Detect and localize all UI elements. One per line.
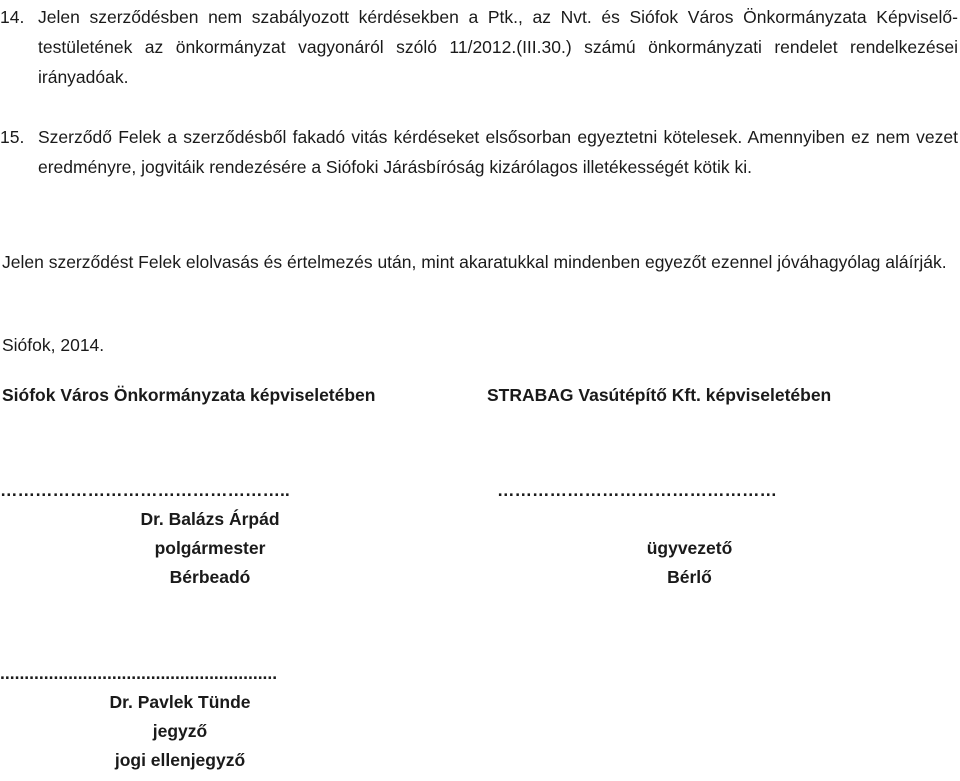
lessee-role: Bérlő [667, 567, 712, 587]
lessee-signature-block [497, 476, 882, 592]
section-14-number: 14. [0, 7, 25, 27]
notary-role: jogi ellenjegyző [114, 750, 246, 770]
lessor-role: Bérbeadó [169, 567, 251, 587]
lessor-signature-block [0, 476, 420, 592]
notary-signature-line: ......................................................... [0, 663, 278, 683]
notary-signature-block [0, 659, 360, 775]
section-15-number: 15. [0, 127, 25, 147]
lessee-signatory-title: ügyvezető [646, 538, 733, 558]
section-15-paragraph [0, 122, 958, 182]
lessor-signatory-title: polgármester [154, 538, 266, 558]
section-14-text: Jelen szerződésben nem szabályozott kérdésekben a Ptk., az Nvt. és Siófok Város Önkormányzata Képviselő-testületének az önkormányzat vagyonáról szóló 11/2012.(III.30.) számú önkormányzati rendelet rendelkezései irányadóak. [38, 7, 958, 87]
lessee-signature-line: ………………………………………… [497, 480, 777, 500]
lessor-signature-line: ………………………………………….. [0, 480, 290, 500]
lessor-signatory-name: Dr. Balázs Árpád [140, 509, 280, 529]
lessee-signatory-name [497, 505, 882, 534]
place-and-date: Siófok, 2014. [2, 335, 105, 355]
lessor-party-heading: Siófok Város Önkormányzata képviseletében [2, 385, 376, 405]
lessee-party-heading: STRABAG Vasútépítő Kft. képviseletében [487, 385, 832, 405]
section-14-paragraph [0, 2, 958, 92]
notary-signatory-name: Dr. Pavlek Tünde [109, 692, 251, 712]
closing-paragraph: Jelen szerződést Felek elolvasás és értelmezés után, mint akaratukkal mindenben egyezőt ezennel jóváhagyólag aláírják. [2, 252, 947, 272]
section-15-text: Szerződő Felek a szerződésből fakadó vitás kérdéseket elsősorban egyeztetni kötelesek. Amennyiben ez nem vezet eredményre, jogvitáik rendezésére a Siófoki Járásbíróság kizárólagos illetékességét kötik ki. [38, 127, 958, 177]
notary-signatory-title: jegyző [152, 721, 208, 741]
